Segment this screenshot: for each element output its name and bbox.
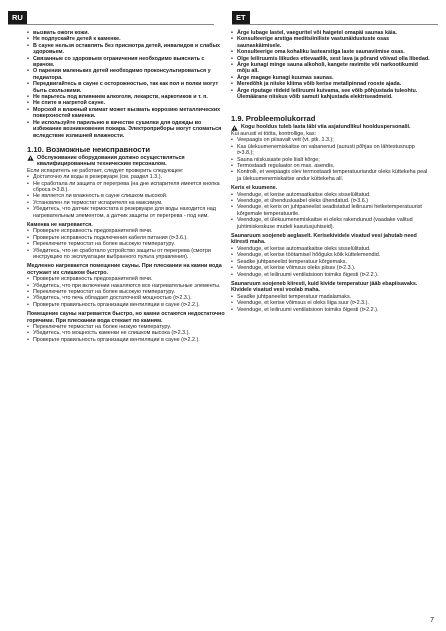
list-item: • Не спите в нагретой сауне.: [27, 100, 227, 106]
list-item: • Veepaagis on piisavalt vett (vt. ptk. 1.3.);: [231, 137, 431, 143]
list-item: • Проверьте исправность предохранителей печи.: [27, 228, 227, 234]
list-item: • Убедитесь, что не сработало устройство защиты от перегрева (смотри инструкцию по эксплуатации выбранного пульта управления).: [27, 248, 227, 261]
et-problem-2-title: Saunaruum soojeneb aeglaselt. Kerisekividele visatud vesi jahutab need kiiresti maha.: [231, 233, 417, 246]
list-item: • Ärge riputage riideid leiliruumi kuivama, see võib põhjustada tuleohtu. Ülemäärane niiskus võib samuti kahjustada elektriseadmeid.: [231, 88, 431, 101]
ru-problem-2-list: [27, 276, 227, 308]
page-number: 7: [430, 617, 434, 624]
list-item: • Ärge lubage lastel, vaeguritel või haigetel omapäi saunas käia.: [231, 30, 431, 36]
ru-intro-text: Если испарителъ не работает, следует проверить следующее:: [27, 167, 184, 174]
list-item: • Убедитесь, что при включении накаляются все нагревательные элементы.: [27, 283, 227, 289]
list-item: • Не парьтесь под влиянием алкоголя, лекарств, наркотиков и т. п.: [27, 94, 227, 100]
list-item: • Проверьте исправность предохранителей печи.: [27, 276, 227, 282]
ru-problem-1-title: Каменка не нагревается.: [27, 221, 93, 228]
ru-problem-2-title: Медленно нагревается помещение сауны. При плескании на камни вода остужает их слишком быстро.: [27, 263, 222, 276]
list-item: • В сауне нельзя оставлять без присмотра детей, инвалидов и слабых здоровьем.: [27, 43, 227, 56]
language-tab-ru: RU: [8, 11, 27, 24]
list-item: • Переключите термостат на более высокую температуру.: [27, 241, 227, 247]
list-item: • Sauna niiskusaste pole liialt kõrge;: [231, 157, 431, 163]
list-item: • Убедитесь, что датчик термостата в резервуаре для воды находится над нагревательным элементом, а датчик защиты от перегрева - под ним.: [27, 206, 227, 219]
column-ru: [27, 30, 227, 343]
list-item: • Kas ülekuumenemiskaitse on vabanenud (aurusti põhjas on lähtestusnupp ⊳3.8.);: [231, 144, 431, 157]
ru-problem-3-list: [27, 324, 227, 343]
list-item: • Veenduge, et kerise võimsus ei oleks liiga suur (⊳2.3.).: [231, 300, 431, 306]
et-problem-3-list: [231, 294, 431, 313]
list-item: • Meredõhk ja niiske kliima võib kerise metallpinnad rooste ajada.: [231, 81, 431, 87]
list-item: • Termostaadi regulaator on max. asendis.: [231, 163, 431, 169]
list-item: • Не является ли влажность в сауне слишком высокой.: [27, 193, 227, 199]
list-item: • Seadke juhtpaneelist temperatuur madalamaks.: [231, 294, 431, 300]
list-item: • Veenduge, et leiliruumi ventilatsioon toimiks õigesti (⊳2.2.).: [231, 307, 431, 313]
list-item: • Передвигайтесь в сауне с осторожностью, так как пол и полки могут быть скользкими.: [27, 81, 227, 94]
list-item: • Konsulteerige oma kohaliku lastearstiga laste saunaviimise osas.: [231, 49, 431, 55]
list-item: • Убедитесь, что мощность каменки не слишком высока (⊳2.3.).: [27, 330, 227, 336]
list-item: • Проверьте исправность подключения кабеля питания (⊳3.6.).: [27, 235, 227, 241]
list-item: • Не используйте парильню в качестве сушилки для одежды во избежание возникновения пожара. Электроприборы могут сломаться вследствие излишней влажности.: [27, 120, 227, 139]
et-problem-3-title: Saunaruum soojeneb kiiresti, kuid kivide temperatuur jääb ebapiisavaks. Kividele visatud vesi voolab maha.: [231, 280, 418, 294]
header-rule-right: [232, 24, 438, 25]
list-item: • Не сработала ли защита от перегрева (на дне испарителя имеется кнопка сброса ⊳3.8.).: [27, 181, 227, 194]
ru-section-title: 1.10. Возможные неисправности: [27, 144, 151, 154]
list-item: • О парении маленьких детей необходимо проконсультироваться у педиатора.: [27, 68, 227, 81]
list-item: • Проверьте правильность организации вентиляции в сауне (⊳2.2.).: [27, 337, 227, 343]
list-item: • Достаточно ли воды в резервуаре (см. раздел 1.3.).: [27, 174, 227, 180]
list-item: • Konsulteerige arstiga meditsiiniliste vastunäidustuste osas saunaskäimisele.: [231, 36, 431, 49]
list-item: • Ärge magage kunagi kuumas saunas.: [231, 75, 431, 81]
column-et: [231, 30, 431, 313]
list-item: • Veenduge, et ülekuumenemiskaitse ei oleks rakendunud (vaadake valitud juhtimiskeskuse mudeli kasutusjuhiseid).: [231, 217, 431, 230]
list-item: • вызвать ожоги кожи.: [27, 30, 227, 36]
list-item: • Veenduge, et ühenduskaabel oleks ühendatud. (⊳3.6.): [231, 198, 431, 204]
list-item: • Veenduge, et kerise võimsus oleks piisav (⊳2.3.).: [231, 265, 431, 271]
ru-problem-1-list: [27, 228, 227, 260]
et-safety-list: [231, 30, 431, 100]
list-item: • Seadke juhtpaneelist temperatuur kõrgemaks.: [231, 259, 431, 265]
et-section-title: 1.9. Probleemolukorrad: [231, 114, 316, 124]
list-item: • Переключите термостат на более высокую температуру.: [27, 289, 227, 295]
et-warning: [231, 124, 431, 131]
language-tab-et: ET: [232, 11, 250, 24]
list-item: • Olge leiliruumis liikudes ettevaatlik, sest lava ja põrand võivad olla libedad.: [231, 56, 431, 62]
list-item: • Veenduge, et keris on juhtpaneelist seadistatud leiliruumi hetketemperatuurist kõrgemale temperatuurile.: [231, 204, 431, 217]
list-item: • Veenduge, et kerise töötamisel hõõguks kõik küttelemendid.: [231, 252, 431, 258]
et-check-list: [231, 137, 431, 182]
list-item: • Связанные со здоровьем ограничения необходимо выяснить с врачом.: [27, 56, 227, 69]
list-item: • Установлен ли термостат испарителя на максимум.: [27, 200, 227, 206]
ru-warning: [27, 155, 227, 168]
ru-check-list: [27, 174, 227, 219]
list-item: • Ärge kunagi minge sauna alkoholi, kangete ravimite või narkootikumid mõju all.: [231, 62, 431, 75]
list-item: • Veenduge, et kerise automaatkaitse oleks sisselülitatud.: [231, 192, 431, 198]
ru-safety-list: [27, 30, 227, 139]
list-item: • Veenduge, et leiliruumi ventilatsioon toimiks õigesti (⊳2.2.).: [231, 272, 431, 278]
et-problem-2-list: [231, 246, 431, 278]
et-problem-1-title: Keris ei kuumene.: [231, 185, 278, 192]
list-item: • Переключите термостат на более низкую температуру.: [27, 324, 227, 330]
et-problem-1-list: [231, 192, 431, 230]
list-item: • Проверьте правильность организации вентиляции в сауне (⊳2.2.).: [27, 302, 227, 308]
list-item: • Veenduge, et kerise automaatkaitse oleks sisselülitatud.: [231, 246, 431, 252]
list-item: • Не подпускайте детей к каменке.: [27, 36, 227, 42]
list-item: • Kontrolli, et veepaagis olev termostaadi temperatuuriandur oleks küttekeha peal ja ülekuumenemiskaitse andur küttekeha all.: [231, 169, 431, 182]
warning-icon: [27, 155, 34, 161]
header-rule-left: [8, 24, 214, 25]
list-item: • Убедитесь, что печь обладает достаточной мощностью (⊳2.3.).: [27, 295, 227, 301]
ru-problem-3-title: Помещение сауны нагревается быстро, но камни остаются недостаточно горячими. При плескании вода стекает по камням.: [27, 311, 225, 324]
et-warning-text: Kogu hooldus tuleb lasta läbi viia asjatundlikul hoolduspersonalil.: [241, 124, 411, 131]
list-item: • Морской и влажный климат может вызвать коррозию металлических поверхностей каменки.: [27, 107, 227, 120]
et-intro-text: Kui aurusti ei tööta, kontrollige, kas:: [231, 130, 317, 137]
ru-warning-text: Обслуживание оборудования должно осуществляться квалифицированным техническим персоналом.: [37, 154, 185, 168]
